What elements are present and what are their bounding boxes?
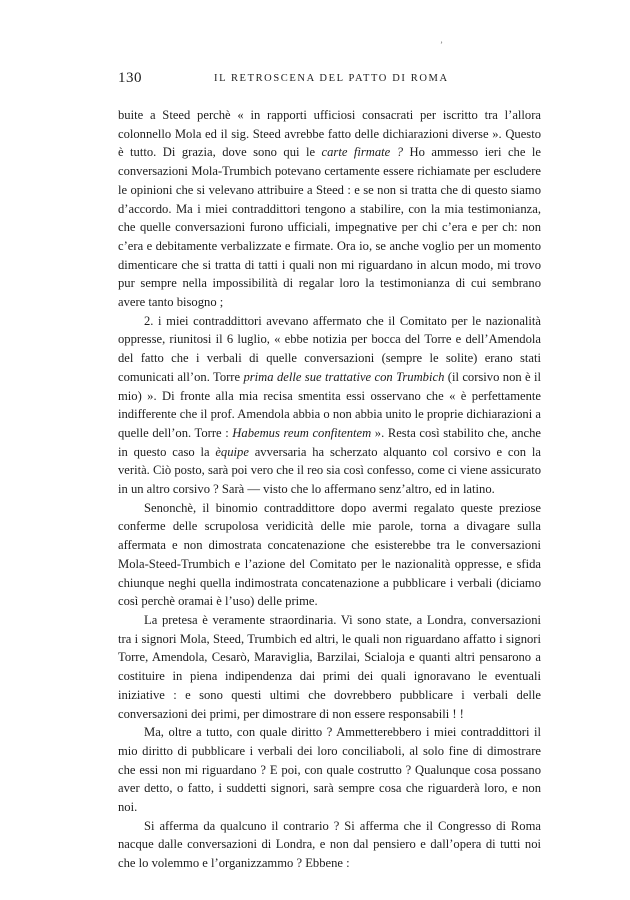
paragraph-3: Senonchè, il binomio contraddittore dopo avermi regalato queste preziose conferme delle scrupolosa veridicità delle mie parole, torna a divagare sulla affermata e non dimostrata concatenazione che esisterebbe tra le conversazioni Mola-Steed-Trumbich e l’azione del Comitato per le nazionalità oppresse, e sfida chiunque neghi quella indimostrata concatenazione a pubblicare i verbali (diciamo così perchè oramai è l’uso) delle prime.: [118, 500, 541, 609]
paragraph-2: 2. i miei contraddittori avevano affermato che il Comitato per le nazionalità oppresse, riunitosi il 6 luglio, « ebbe notizia per bocca del Torre e dell’Amendola del fatto che i verbali di quelle conversazioni (sempre le solite) erano stati comunicati all’on. Torre prima delle sue trattative con Trumbich (il corsivo non è il mio) ». Di fronte alla mia recisa smentita essi osservano che « è perfettamente indifferente che il prof. Amendola abbia o non abbia unito le proprie dichiarazioni a quelle dell’on. Torre : Habemus reum confitentem ». Resta così stabilito che, anche in questo caso la èquipe avversaria ha scherzato alquanto col corsivo e con la verità. Ciò posto, sarà poi vero che il reo sia così confesso, come ci viene assicurato in un altro corsivo ? Sarà — visto che lo affermano senz’altro, ed in latino.: [118, 313, 542, 497]
running-title: IL RETROSCENA DEL PATTO DI ROMA: [214, 73, 449, 84]
paragraph-1: buite a Steed perchè « in rapporti ufficiosi consacrati per iscritto tra l’allora colonnello Mola ed il sig. Steed avrebbe fatto delle dichiarazioni diverse ». Questo è tutto. Di grazia, dove sono qui le carte firmate ? Ho ammesso ieri che le conversazioni Mola-Trumbich potevano certamente essere richiamate per escludere le opinioni che si velevano attribuire a Steed : e se non si tratta che di questo siamo d’accordo. Ma i miei contraddittori tengono a stabilire, con la mia testimonianza, che quelle conversazioni furono ufficiali, impegnative per chi c’era e per ch: non c’era e debitamente verbalizzate e firmate. Ora io, se anche voglio per un momento dimenticare che si tratta di tatti i quali non mi riguardano in alcun modo, mi trovo pur sempre nella impossibilità di regalar loro la testimonianza di cui sembrano avere tanto bisogno ;: [118, 108, 541, 310]
margin-speck: ʼ: [440, 40, 443, 50]
paragraph-6: Si afferma da qualcuno il contrario ? Si afferma che il Congresso di Roma nacque dalle conversazioni di Londra, e non dal pensiero e dall’opera di tutti noi che lo volemmo e l’organizzammo ? Ebbene :: [118, 818, 541, 871]
paragraph-4: La pretesa è veramente straordinaria. Vi sono state, a Londra, conversazioni tra i signori Mola, Steed, Trumbich ed altri, le quali non riguardano affatto i signori Torre, Amendola, Cesarò, Maraviglia, Barzilai, Scialoja e quanti altri pensarono a costituire in piena indipendenza dai primi dei quali ignoravano le eventuali iniziative : e sono questi ultimi che dovrebbero pubblicare i verbali delle conversazioni dei primi, per dimostrare di non essere responsabili ! !: [118, 612, 541, 721]
body-text: [118, 106, 541, 873]
paragraph-5: Ma, oltre a tutto, con quale diritto ? Ammetterebbero i miei contraddittori il mio diritto di pubblicare i verbali dei loro conciliaboli, al solo fine di dimostrare che essi non mi riguardano ? E poi, con quale costrutto ? Qualunque cosa possano aver detto, o fatto, i suddetti signori, sarà sempre cosa che riguarderà loro, e non noi.: [118, 725, 541, 815]
page-number: 130: [118, 70, 142, 86]
page-header: [118, 70, 538, 92]
